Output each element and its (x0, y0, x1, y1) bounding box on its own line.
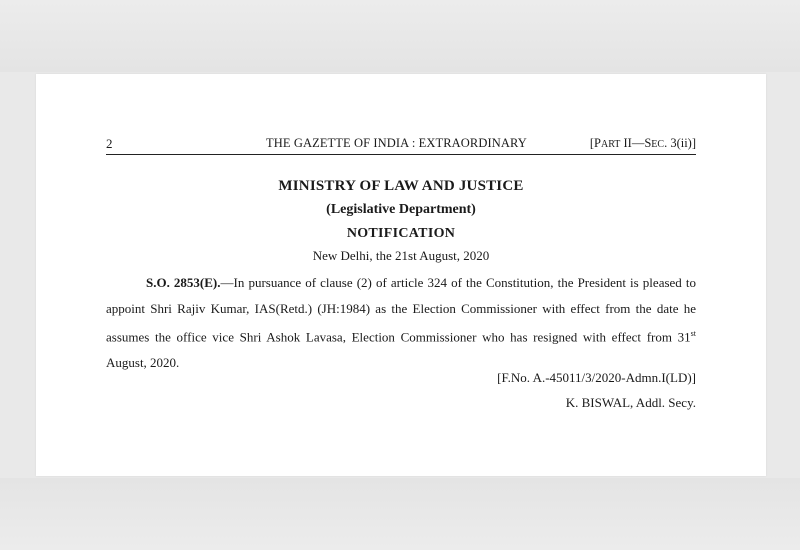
part-label-small-2: EC (651, 139, 665, 150)
department-heading: (Legislative Department) (326, 202, 476, 217)
date-superscript: st (690, 329, 696, 338)
part-section-label (590, 136, 696, 151)
gazette-title: THE GAZETTE OF INDIA : EXTRAORDINARY (266, 136, 527, 150)
gazette-header (106, 134, 696, 156)
place-date: New Delhi, the 21st August, 2020 (312, 248, 490, 263)
body-text-2: August, 2020. (106, 354, 180, 370)
ministry-heading: MINISTRY OF LAW AND JUSTICE (278, 178, 524, 194)
gazette-page (36, 74, 766, 476)
photo-frame-top (0, 0, 800, 72)
notification-body (106, 270, 696, 375)
body-paragraph (106, 270, 696, 375)
page-number: 2 (106, 136, 113, 151)
signatory: K. BISWAL, Addl. Secy. (565, 395, 696, 410)
body-text-1: —In pursuance of clause (2) of article 324 of the Constitution, the President is pleased to appoint Shri Rajiv Kumar, IAS(Retd.) (JH:1984) as the Election Commissioner with effect from the date he assumes the office vice Shri Ashok Lavasa, Election Commissioner who has resigned with effect from 31 (106, 275, 696, 345)
part-label-small-1: ART (600, 139, 621, 150)
notification-heading: NOTIFICATION (346, 226, 456, 241)
part-label-close: . 3(ii)] (664, 136, 696, 150)
photo-frame-bottom (0, 478, 800, 550)
part-label-open: [P (589, 136, 601, 150)
part-label-mid: II—S (620, 136, 652, 150)
order-number: S.O. 2853(E). (146, 275, 221, 290)
file-reference: [F.No. A.-45011/3/2020-Admn.I(LD)] (497, 370, 696, 385)
header-rule (106, 154, 696, 155)
